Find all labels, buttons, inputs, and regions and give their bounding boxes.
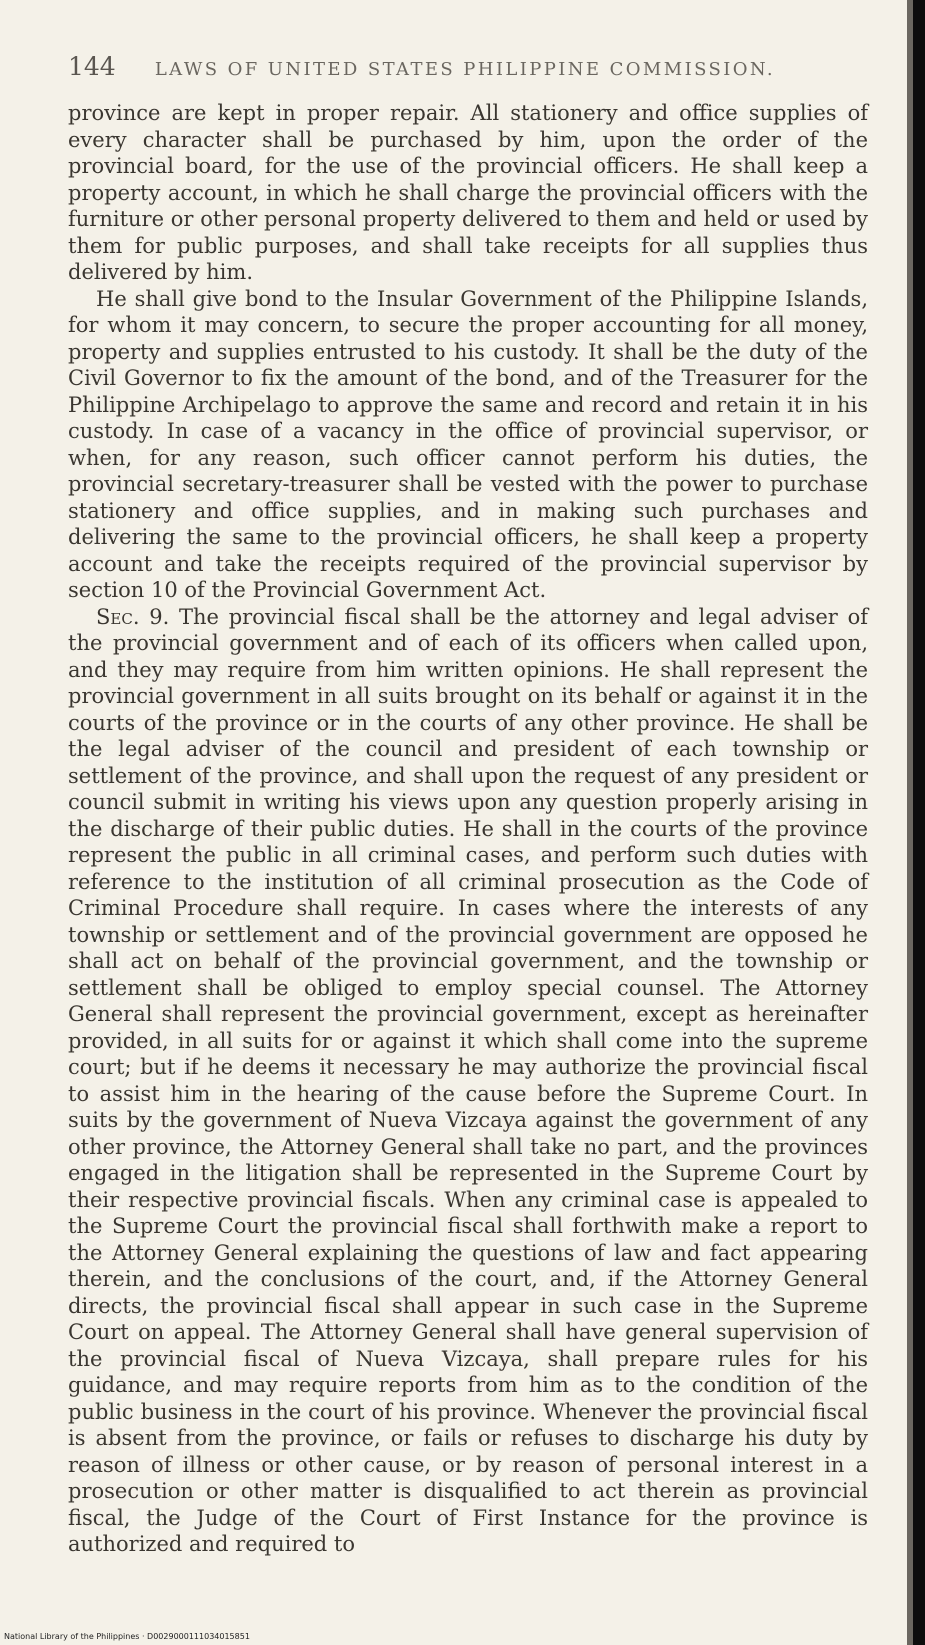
paragraph-continued: province are kept in proper repair. All stationery and office supplies of every character shall be purchased by him, upon the order of the provincial board, for the use of the provincial officers. He shall keep a property account, in which he shall charge the provincial officers with the furniture or other personal property delivered to them and held or used by them for public purposes, and shall take receipts for all supplies thus delivered by him.: [68, 101, 868, 284]
section-label: Sec. 9.: [96, 604, 170, 629]
paragraph-bond: He shall give bond to the Insular Government of the Philippine Islands, for whom it may concern, to secure the proper accounting for all money, property and supplies entrusted to his custody. It shall be the duty of the Civil Governor to fix the amount of the bond, and of the Treasurer for the Philippine Archipelago to approve the same and record and retain it in his custody. In case of a vacancy in the office of provincial supervisor, or when, for any reason, such officer cannot perform his duties, the provincial secretary-treasurer shall be vested with the power to purchase stationery and office supplies, and in making such purchases and delivering the same to the provincial officers, he shall keep a property account and take the receipts required of the provincial supervisor by section 10 of the Provincial Government Act.: [68, 286, 868, 602]
page-number: 144: [68, 52, 116, 81]
scanner-border: [913, 0, 925, 1645]
body-text: [68, 100, 868, 1558]
running-head: LAWS OF UNITED STATES PHILIPPINE COMMISSION.: [154, 59, 776, 80]
scan-credit: National Library of the Philippines · D0029000111034015851: [4, 1632, 250, 1641]
paragraph-section-9: [68, 604, 868, 1558]
page-header: [68, 52, 868, 86]
section-9-text: The provincial fiscal shall be the attorney and legal adviser of the provincial government and of each of its officers when called upon, and they may require from him written opinions. He shall represent the provincial government in all suits brought on its behalf or against it in the courts of the province or in the courts of any other province. He shall be the legal adviser of the council and president of each township or settlement of the province, and shall upon the request of any president or council submit in writing his views upon any question properly arising in the discharge of their public duties. He shall in the courts of the province represent the public in all criminal cases, and perform such duties with reference to the institution of all criminal prosecution as the Code of Criminal Procedure shall require. In cases where the interests of any township or settlement and of the provincial government are opposed he shall act on behalf of the provincial government, and the township or settlement shall be obliged to employ special counsel. The Attorney General shall represent the provincial government, except as hereinafter provided, in all suits for or against it which shall come into the supreme court; but if he deems it necessary he may authorize the provincial fiscal to assist him in the hearing of the cause before the Supreme Court. In suits by the government of Nueva Vizcaya against the government of any other province, the Attorney General shall take no part, and the provinces engaged in the litigation shall be represented in the Supreme Court by their respective provincial fiscals. When any criminal case is appealed to the Supreme Court the provincial fiscal shall forthwith make a report to the Attorney General explaining the questions of law and fact appearing therein, and the conclusions of the court, and, if the Attorney General directs, the provincial fiscal shall appear in such case in the Supreme Court on appeal. The Attorney General shall have general supervision of the provincial fiscal of Nueva Vizcaya, shall prepare rules for his guidance, and may require reports from him as to the condition of the public business in the court of his province. Whenever the provincial fiscal is absent from the province, or fails or refuses to discharge his duty by reason of illness or other cause, or by reason of personal interest in a prosecution or other matter is disqualified to act therein as provincial fiscal, the Judge of the Court of First Instance for the province is authorized and required to: [68, 604, 868, 1556]
